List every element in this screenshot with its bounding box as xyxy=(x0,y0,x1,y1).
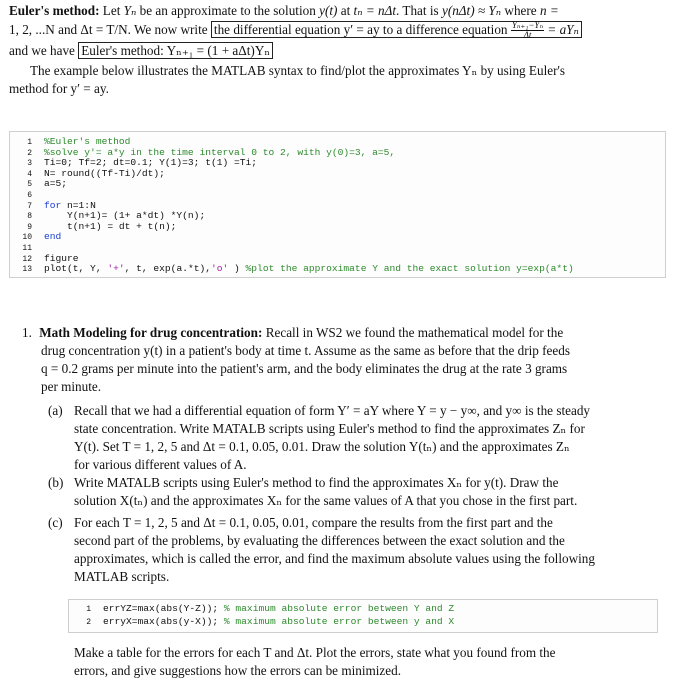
line-number: 11 xyxy=(22,244,32,253)
line-number: 2 xyxy=(27,148,32,158)
code-text: a=5; xyxy=(44,178,68,190)
code-line xyxy=(10,263,574,275)
code-text: figure xyxy=(44,252,79,264)
line-number: 2 xyxy=(86,618,91,627)
code-text: ) xyxy=(228,263,246,275)
matlab-code-block xyxy=(9,131,666,278)
intro-line-4: The example below illustrates the MATLAB syntax to find/plot the approximates Yₙ by using Euler's xyxy=(30,63,565,78)
code-comment: % maximum absolute error between y and X xyxy=(223,616,455,627)
code-text: t(n+1) = dt + t(n); xyxy=(44,220,177,232)
code-text: , t, exp(a.*t), xyxy=(124,263,211,275)
code-string: '+' xyxy=(107,263,125,275)
part-c-line-2: second part of the problems, by evaluating the differences between the exact solution and the xyxy=(74,533,565,548)
line-number: 4 xyxy=(27,169,32,179)
part-a-label: (a) xyxy=(48,403,63,418)
line-number: 8 xyxy=(27,212,32,222)
code-text: Y(n+1)= (1+ a*dt) *Y(n); xyxy=(44,210,206,222)
intro-line-5: method for y′ = ay. xyxy=(9,81,109,96)
code-comment: % maximum absolute error between Y and Z xyxy=(223,603,455,614)
code-line xyxy=(69,603,454,615)
code-comment: %Euler's method xyxy=(44,136,131,147)
part-b-line-2: solution X(tₙ) and the approximates Xₙ for the same values of A that you chose in the first part. xyxy=(74,493,578,508)
difference-fraction: $\frac{\text{Yₙ₊₁−Yₙ}}{\Delta t}$ xyxy=(511,20,544,41)
line-number: 7 xyxy=(27,201,32,211)
error-code-block xyxy=(68,599,658,633)
code-text: N= round((Tf-Ti)/dt); xyxy=(44,167,165,179)
line-number: 9 xyxy=(27,222,32,232)
code-text: Ti=0; Tf=2; dt=0.1; Y(1)=3; t(1) =Ti; xyxy=(44,157,258,169)
code-comment: %solve y'= a*y in the time interval 0 to 2, with y(0)=3, a=5, xyxy=(44,146,396,158)
part-a-line-2: state concentration. Write MATALB scripts using Euler's method to find the approximates Zₙ for xyxy=(74,421,585,436)
code-string: 'o' xyxy=(210,263,229,275)
part-c-label: (c) xyxy=(48,515,63,530)
code-text: errYZ=max(abs(Y-Z)); xyxy=(103,603,224,614)
line-number: 13 xyxy=(22,265,32,275)
part-a-line-3: Y(t). Set T = 1, 2, 5 and Δt = 0.1, 0.05, 0.01. Draw the solution Y(tₙ) and the approximates Zₙ xyxy=(74,439,570,454)
line-number: 1 xyxy=(27,138,32,147)
problem-1-line-4: per minute. xyxy=(41,379,102,394)
line-number: 1 xyxy=(86,605,91,614)
part-c-line-4: MATLAB scripts. xyxy=(74,569,170,584)
code-text: erryX=max(abs(y-X)); xyxy=(103,616,224,627)
code-text: plot(t, Y, xyxy=(44,263,108,275)
problem-1-line-1: 1. Math Modeling for drug concentration: Recall in WS2 we found the mathematical model for the xyxy=(22,325,564,340)
final-line-1: Make a table for the errors for each T and Δt. Plot the errors, state what you found from the xyxy=(74,645,556,660)
intro-line-2: 1, 2, ...N and Δt = T/N. We now write the differential equation y′ = ay to a difference equation $\frac{\text{Yₙ₊₁−Yₙ}}{\Delta t}$ = aYₙ xyxy=(9,21,681,40)
part-c-line-1: For each T = 1, 2, 5 and Δt = 0.1, 0.05, 0.01, compare the results from the first part and the xyxy=(74,515,553,530)
code-comment: %plot the approximate Y and the exact solution y=exp(a*t) xyxy=(245,263,574,275)
code-keyword: for xyxy=(44,199,62,211)
line-number: 6 xyxy=(27,191,32,200)
part-a-line-1: Recall that we had a differential equation of form Y′ = aY where Y = y − y∞, and y∞ is the steady xyxy=(74,403,591,418)
euler-method-box: Euler's method: Yₙ₊₁ = (1 + aΔt)Yₙ xyxy=(78,42,273,59)
code-keyword: end xyxy=(44,231,62,243)
code-text: n=1:N xyxy=(61,199,96,211)
intro-line-1: Euler's method: Let Yₙ be an approximate to the solution y(t) at tₙ = nΔt. That is y(nΔt) ≈ Yₙ where n = xyxy=(9,3,559,18)
problem-number: 1. xyxy=(22,325,32,340)
line-number: 10 xyxy=(22,233,32,243)
final-line-2: errors, and give suggestions how the errors can be minimized. xyxy=(74,663,402,678)
part-b-label: (b) xyxy=(48,475,64,490)
line-number: 12 xyxy=(22,254,32,264)
problem-title: Math Modeling for drug concentration: xyxy=(39,325,263,340)
intro-line-3: and we have Euler's method: Yₙ₊₁ = (1 + aΔt)Yₙ xyxy=(9,42,681,60)
problem-1-line-3: q = 0.2 grams per minute into the patient's arm, and the body eliminates the drug at the rate 3 grams xyxy=(41,361,568,376)
line-number: 5 xyxy=(27,180,32,190)
part-c-line-3: approximates, which is called the error, and find the maximum absolute values using the following xyxy=(74,551,595,566)
part-b-line-1: Write MATALB scripts using Euler's method to find the approximates Xₙ for y(t). Draw the xyxy=(74,475,559,490)
difference-equation-box: the differential equation y′ = ay to a difference equation $\frac{\text{Yₙ₊₁−Yₙ}}{\Delta t}$ = aYₙ xyxy=(211,21,582,38)
part-a-line-4: for various different values of A. xyxy=(74,457,247,472)
euler-heading: Euler's method: xyxy=(9,3,100,18)
problem-1-line-2: drug concentration y(t) in a patient's body at time t. Assume as the same as before that the drip feeds xyxy=(41,343,570,358)
line-number: 3 xyxy=(27,159,32,169)
code-line xyxy=(69,616,454,628)
